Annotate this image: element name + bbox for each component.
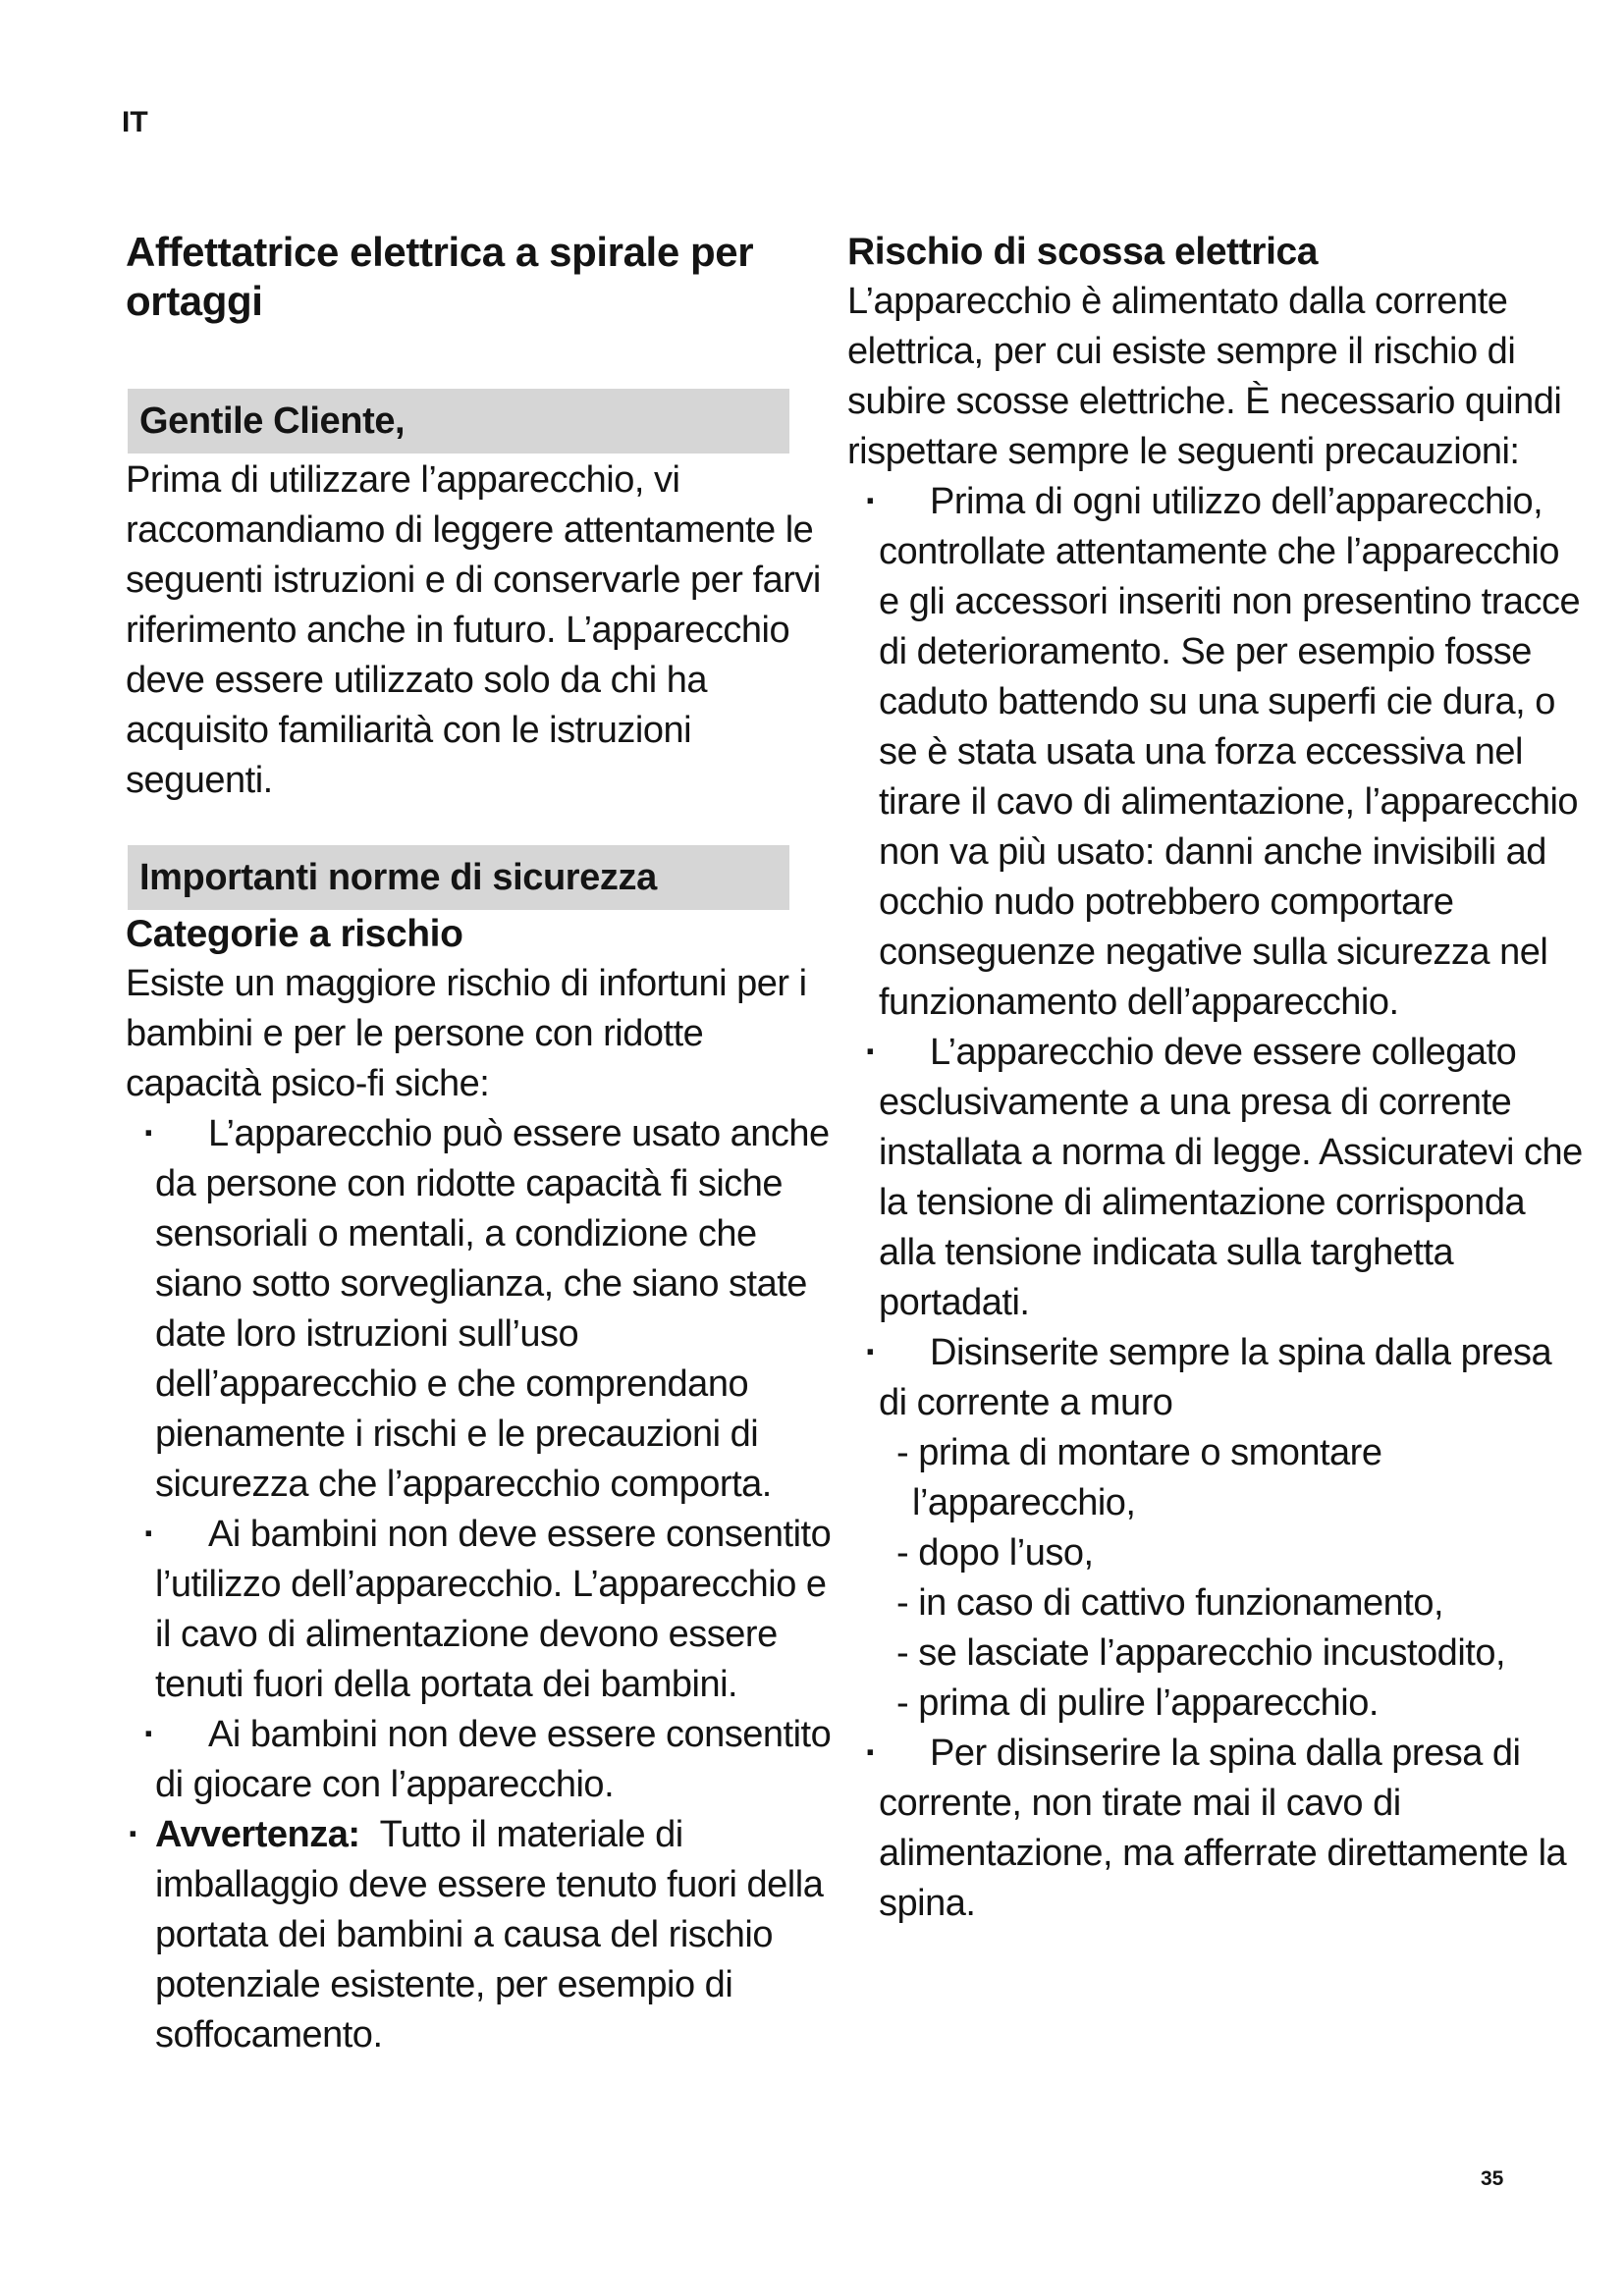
- list-item: - se lasciate l’apparecchio incustodito,: [896, 1632, 1506, 1674]
- unplug-bullet-list: [847, 1729, 1584, 1929]
- warning-label: Avvertenza:: [155, 1814, 360, 1855]
- bullet-icon: ·: [865, 1733, 878, 1774]
- list-item: - dopo l’uso,: [896, 1532, 1094, 1574]
- right-column: [847, 228, 1584, 1929]
- list-item: · Ai bambini non deve essere consentito l’utilizzo dell’apparecchio. L’apparecchio e il cavo di alimentazione devono essere tenuti fuori della portata dei bambini.: [126, 1510, 833, 1710]
- bullet-icon: ·: [143, 1113, 156, 1154]
- subheading-risk-categories: Categorie a rischio: [126, 913, 463, 955]
- list-item: · Per disinserire la spina dalla presa di corrente, non tirate mai il cavo di alimentazione, ma afferrate direttamente la spina.: [847, 1729, 1584, 1929]
- list-item: · L’apparecchio deve essere collegato esclusivamente a una presa di corrente installata a norma di legge. Assicuratevi che la tensione di alimentazione corrisponda alla tensione indicata sulla targhetta portadati.: [847, 1028, 1584, 1328]
- intro-paragraph: Prima di utilizzare l’apparecchio, vi raccomandiamo di leggere attentamente le seguenti istruzioni e di conservarle per farvi riferimento anche in futuro. L’apparecchio deve essere utilizzato solo da chi ha acquisito familiarità con le istruzioni seguenti.: [126, 459, 821, 801]
- risk-paragraph: Esiste un maggiore rischio di infortuni per i bambini e per le persone con ridotte capacità psico-fi siche:: [126, 963, 807, 1104]
- list-item: - prima di pulire l’apparecchio.: [896, 1682, 1379, 1724]
- list-item: · Ai bambini non deve essere consentito di giocare con l’apparecchio.: [126, 1710, 833, 1810]
- list-item: - prima di montare o smontare l’apparecchio,: [896, 1432, 1382, 1523]
- shock-paragraph: L’apparecchio è alimentato dalla corrente elettrica, per cui esiste sempre il rischio di subire scosse elettriche. È necessario quindi rispettare sempre le seguenti precauzioni:: [847, 281, 1562, 472]
- list-item: - in caso di cattivo funzionamento,: [896, 1582, 1444, 1624]
- language-code: IT: [122, 106, 148, 138]
- risk-bullet-list: [126, 1109, 833, 2060]
- bullet-icon: ·: [865, 1332, 878, 1373]
- bullet-icon: ·: [143, 1714, 156, 1755]
- unplug-dash-list: [847, 1428, 1584, 1729]
- page-number: 35: [1481, 2167, 1504, 2190]
- document-title: Affettatrice elettrica a spirale per ortaggi: [126, 229, 754, 324]
- bullet-icon: ·: [865, 1032, 878, 1073]
- section-heading-safety: Importanti norme di sicurezza: [128, 845, 789, 910]
- shock-bullet-list: [847, 477, 1584, 1428]
- list-item: · Disinserite sempre la spina dalla presa di corrente a muro: [847, 1328, 1584, 1428]
- section-heading-greeting: Gentile Cliente,: [128, 389, 789, 454]
- list-item: · L’apparecchio può essere usato anche da persone con ridotte capacità fi siche sensoriali o mentali, a condizione che siano sotto sorveglianza, che siano state date loro istruzioni sull’uso dell’apparecchio e che comprendano pienamente i rischi e le precauzioni di sicurezza che l’apparecchio comporta.: [126, 1109, 833, 1510]
- left-column: [126, 228, 833, 2060]
- subheading-electric-shock: Rischio di scossa elettrica: [847, 231, 1319, 273]
- bullet-icon: ·: [865, 481, 878, 522]
- bullet-icon: ·: [143, 1514, 156, 1555]
- list-item: · Prima di ogni utilizzo dell’apparecchio, controllate attentamente che l’apparecchio e gli accessori inseriti non presentino tracce di deterioramento. Se per esempio fosse caduto battendo su una superfi cie dura, o se è stata usata una forza eccessiva nel tirare il cavo di alimentazione, l’apparecchio non va più usato: danni anche invisibili ad occhio nudo potrebbero comportare conseguenze negative sulla sicurezza nel funzionamento dell’apparecchio.: [847, 477, 1584, 1028]
- bullet-icon: ·: [128, 1814, 140, 1855]
- warning-text: Tutto il materiale di imballaggio deve essere tenuto fuori della portata dei bambini a causa del rischio potenziale esistente, per esempio di soffocamento.: [155, 1814, 824, 2056]
- warning-item: [126, 1810, 833, 2060]
